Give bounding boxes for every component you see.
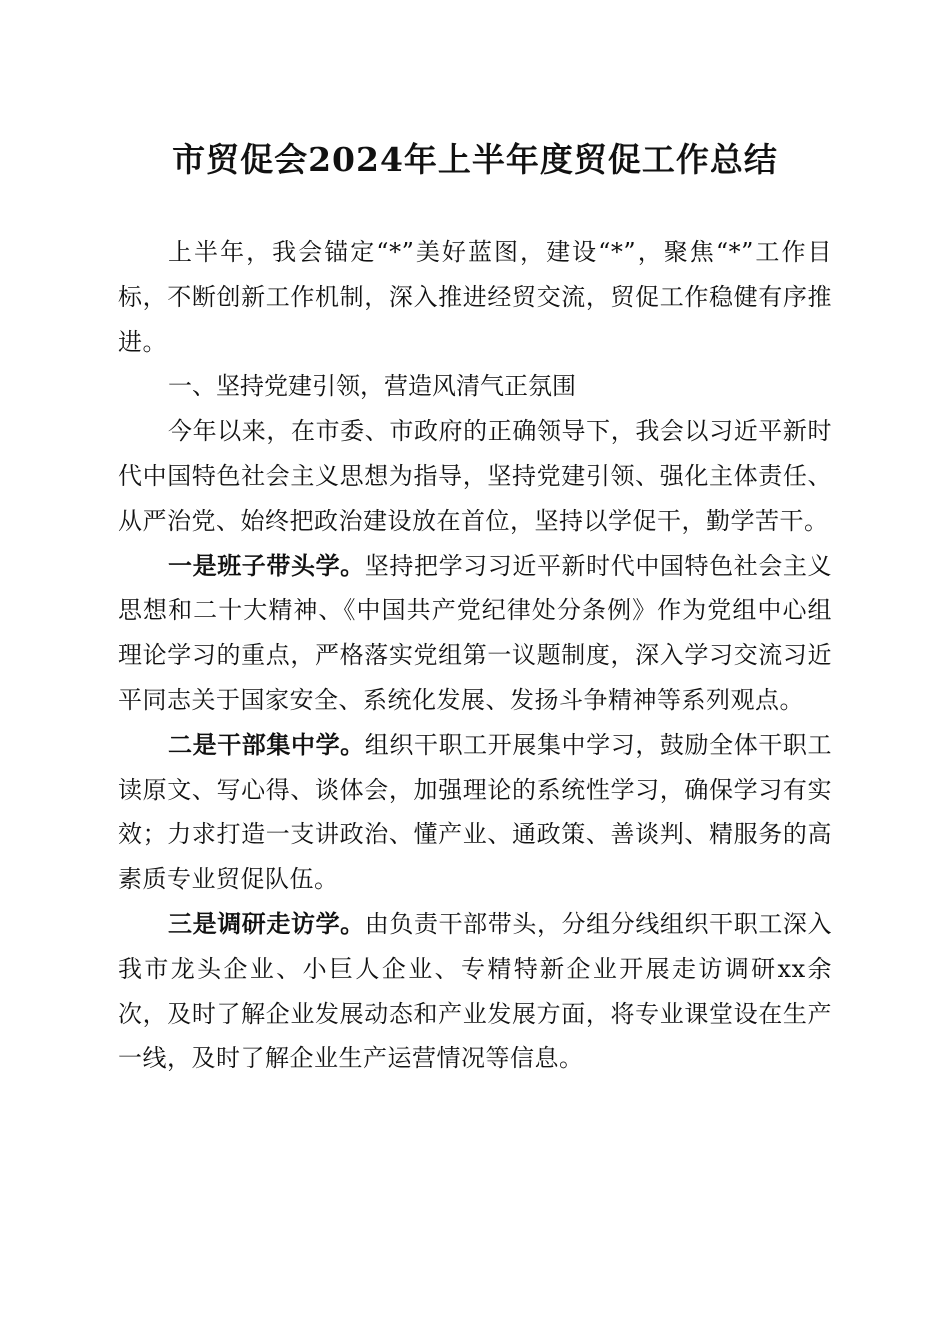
item-paragraph-3 [118, 902, 832, 1081]
document-title: 市贸促会2024年上半年度贸促工作总结 [172, 140, 778, 179]
section-paragraph: 今年以来，在市委、市政府的正确领导下，我会以习近平新时代中国特色社会主义思想为指导，坚持党建引领、强化主体责任、从严治党、始终把政治建设放在首位，坚持以学促干，勤学苦干。 [118, 417, 832, 535]
intro-paragraph: 上半年，我会锚定“*”美好蓝图，建设“*”，聚焦“*”工作目标，不断创新工作机制，深入推进经贸交流，贸促工作稳健有序推进。 [118, 238, 832, 356]
item-text-1: 坚持把学习习近平新时代中国特色社会主义思想和二十大精神、《中国共产党纪律处分条例》作为党组中心组理论学习的重点，严格落实党组第一议题制度，深入学习交流习近平同志关于国家安全、系统化发展、发扬斗争精神等系列观点。 [118, 551, 833, 714]
item-lead-2: 二是干部集中学。 [168, 729, 365, 759]
item-paragraph-1 [118, 544, 832, 723]
item-lead-1: 一是班子带头学。 [168, 550, 365, 580]
item-text-3: 由负责干部带头，分组分线组织干职工深入我市龙头企业、小巨人企业、专精特新企业开展走访调研xx余次，及时了解企业发展动态和产业发展方面，将专业课堂设在生产一线，及时了解企业生产运营情况等信息。 [118, 909, 833, 1073]
document-body [118, 230, 832, 1081]
item-text-2: 组织干职工开展集中学习，鼓励全体干职工读原文、写心得、谈体会，加强理论的系统性学习，确保学习有实效；力求打造一支讲政治、懂产业、通政策、善谈判、精服务的高素质专业贸促队伍。 [118, 730, 833, 894]
item-paragraph-2 [118, 723, 832, 902]
item-lead-3: 三是调研走访学。 [168, 908, 365, 938]
section-heading: 一、坚持党建引领，营造风清气正氛围 [168, 372, 576, 401]
